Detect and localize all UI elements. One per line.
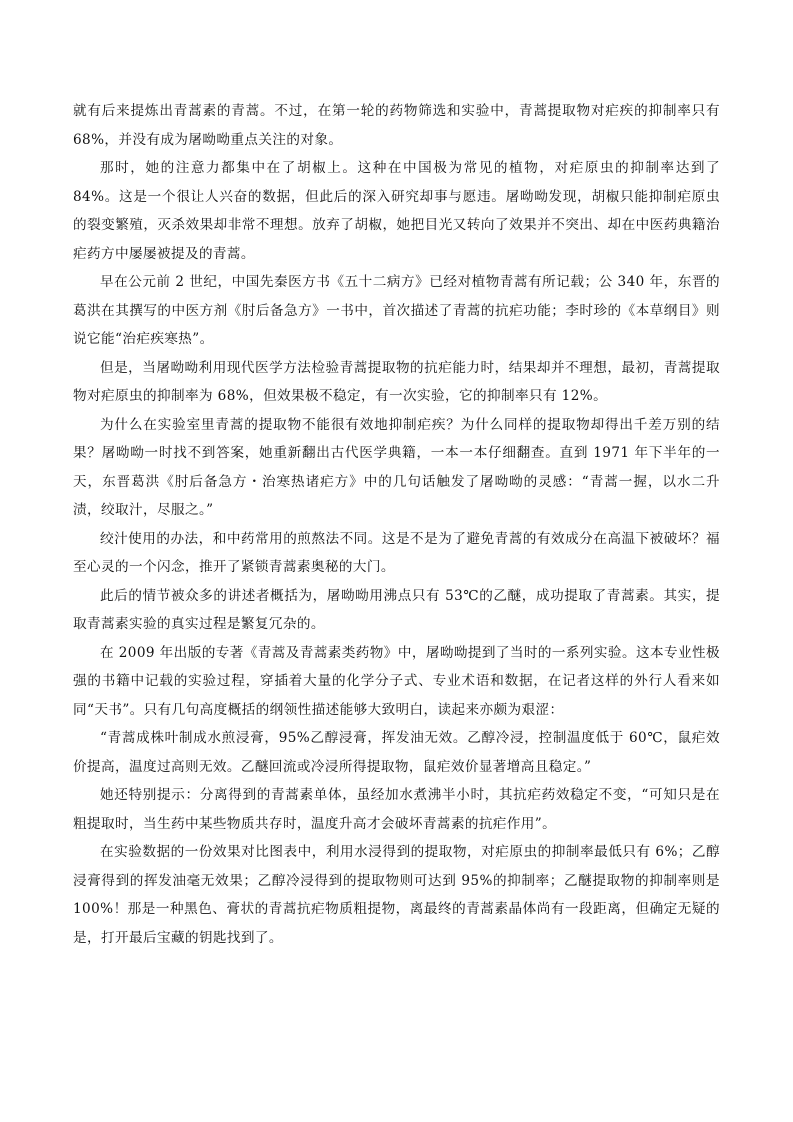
paragraph: 绞汁使用的办法，和中药常用的煎熬法不同。这是不是为了避免青蒿的有效成分在高温下被破坏？福至心灵的一个闪念，推开了紧锁青蒿素奥秘的大门。 xyxy=(73,530,720,575)
paragraph: 但是，当屠呦呦利用现代医学方法检验青蒿提取物的抗疟能力时，结果却并不理想，最初，青蒿提取物对疟原虫的抑制率为 68%，但效果极不稳定，有一次实验，它的抑制率只有 12%。 xyxy=(73,359,720,404)
quote-paragraph: “青蒿成株叶制成水煎浸膏，95%乙醇浸膏，挥发油无效。乙醇冷浸，控制温度低于 60℃，鼠疟效价提高，温度过高则无效。乙醚回流或冷浸所得提取物，鼠疟效价显著增高且稳定。” xyxy=(73,730,720,775)
paragraph: 那时，她的注意力都集中在了胡椒上。这种在中国极为常见的植物，对疟原虫的抑制率达到了 84%。这是一个很让人兴奋的数据，但此后的深入研究却事与愿违。屠呦呦发现，胡椒只能抑制疟原虫的裂变繁殖，灭杀效果却非常不理想。放弃了胡椒，她把目光又转向了效果并不突出、却在中医药典籍治疟药方中屡屡被提及的青蒿。 xyxy=(73,160,720,262)
paragraph: 此后的情节被众多的讲述者概括为，屠呦呦用沸点只有 53℃的乙醚，成功提取了青蒿素。其实，提取青蒿素实验的真实过程是繁复冗杂的。 xyxy=(73,587,720,632)
paragraph: 在 2009 年出版的专著《青蒿及青蒿素类药物》中，屠呦呦提到了当时的一系列实验。这本专业性极强的书籍中记载的实验过程，穿插着大量的化学分子式、专业术语和数据，在记者这样的外行人看来如同“天书”。只有几句高度概括的纲领性描述能够大致明白，读起来亦颇为艰涩： xyxy=(73,644,720,718)
paragraph: 为什么在实验室里青蒿的提取物不能很有效地抑制疟疾？为什么同样的提取物却得出千差万别的结果？屠呦呦一时找不到答案，她重新翻出古代医学典籍，一本一本仔细翻查。直到 1971 年下半年的一天，东晋葛洪《肘后备急方・治寒热诸疟方》中的几句话触发了屠呦呦的灵感：“青蒿一握，以水二升渍，绞取汁，尽服之。” xyxy=(73,416,720,518)
paragraph: 她还特别提示：分离得到的青蒿素单体，虽经加水煮沸半小时，其抗疟药效稳定不变，“可知只是在粗提取时，当生药中某些物质共存时，温度升高才会破坏青蒿素的抗疟作用”。 xyxy=(73,787,720,832)
paragraph: 就有后来提炼出青蒿素的青蒿。不过，在第一轮的药物筛选和实验中，青蒿提取物对疟疾的抑制率只有 68%，并没有成为屠呦呦重点关注的对象。 xyxy=(73,103,720,148)
article-body xyxy=(73,97,720,952)
paragraph: 在实验数据的一份效果对比图表中，利用水浸得到的提取物，对疟原虫的抑制率最低只有 6%；乙醇浸膏得到的挥发油毫无效果；乙醇冷浸得到的提取物则可达到 95%的抑制率；乙醚提取物的抑制率则是 100%！那是一种黑色、膏状的青蒿抗疟物质粗提物，离最终的青蒿素晶体尚有一段距离，但确定无疑的是，打开最后宝藏的钥匙找到了。 xyxy=(73,844,720,946)
paragraph: 早在公元前 2 世纪，中国先秦医方书《五十二病方》已经对植物青蒿有所记载；公 340 年，东晋的葛洪在其撰写的中医方剂《肘后备急方》一书中，首次描述了青蒿的抗疟功能；李时珍的《本草纲目》则说它能“治疟疾寒热”。 xyxy=(73,274,720,347)
